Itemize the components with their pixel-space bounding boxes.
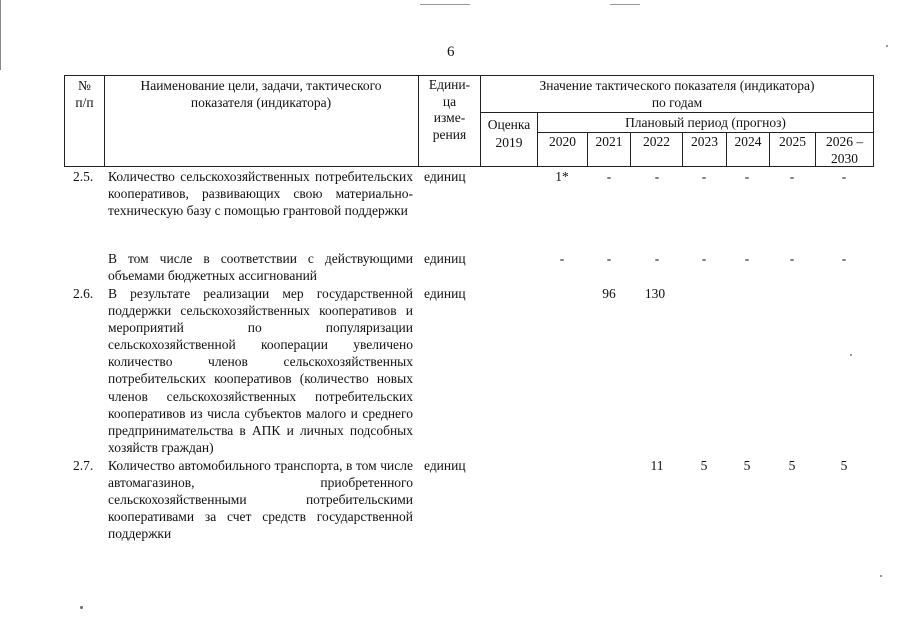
row-name: Количество автомобильного транспорта, в том числе автомагазинов, приобретенного сельскохозяйственными потребительскими кооперативами за счет средств государственной поддержки [108,458,413,542]
header-estimate: Оценка [487,117,531,132]
header-year-2024: 2024 [734,134,762,149]
value-2022: 11 [650,458,664,473]
value-2024: - [744,169,750,184]
scan-artifact-top-line [420,4,470,5]
value-2023: - [701,169,707,184]
header-year-2022: 2022 [643,134,670,149]
value-2025: - [789,251,795,266]
header-year-2021: 2021 [595,134,623,149]
value-2026-2030: - [841,169,847,184]
row-name: В том числе в соответствии с действующими объемами бюджетных ассигнований [108,251,413,284]
header-values-divider [480,112,874,113]
scan-artifact-left-edge [0,0,1,70]
value-2022: 130 [644,286,666,301]
row-unit: единиц [424,169,466,184]
value-2025: - [789,169,795,184]
scan-speck [886,45,888,47]
header-col-values: Значение тактического показателя (индикатора) по годам [539,78,815,110]
value-2021: - [606,251,612,266]
value-2022: - [654,169,660,184]
header-year-2025: 2025 [779,134,806,149]
header-year-2026-2030: 2026 – 2030 [825,134,864,166]
value-2020: 1* [555,169,569,184]
header-plan-period: Плановый период (прогноз) [625,115,786,130]
vline-right [873,75,874,167]
value-2026-2030: - [841,251,847,266]
row-number: 2.5. [73,169,94,184]
page-number: 6 [447,44,455,60]
value-2023: - [701,251,707,266]
row-number: 2.7. [73,458,94,473]
value-2022: - [654,251,660,266]
row-unit: единиц [424,286,466,301]
value-2025: 5 [788,458,796,473]
header-col-num: № п/п [75,78,94,110]
value-2026-2030: 5 [840,458,848,473]
value-2024: 5 [743,458,751,473]
scan-speck [880,575,882,577]
row-number: 2.6. [73,286,94,301]
value-2024: - [744,251,750,266]
value-2020: - [559,251,565,266]
header-top-border [64,75,874,76]
header-col-unit: Едини- ца изме- рения [428,77,471,142]
vline-num [104,75,105,167]
header-estimate-year: 2019 [495,135,523,150]
value-2021: - [606,169,612,184]
header-year-2020: 2020 [549,134,576,149]
row-unit: единиц [424,251,466,266]
scan-speck [850,354,852,356]
row-name: Количество сельскохозяйственных потребительских кооперативов, развивающих свою материально-техническую базу с помощью грантовой поддержки [108,169,413,219]
header-col-name: Наименование цели, задачи, тактического показателя (индикатора) [140,78,382,110]
value-2021: 96 [602,286,616,301]
value-2023: 5 [700,458,708,473]
scan-speck [80,606,83,609]
scan-artifact-top-line-2 [610,4,640,5]
header-year-2023: 2023 [691,134,718,149]
row-name: В результате реализации мер государственной поддержки сельскохозяйственных кооперативов и мероприятий по популяризации сельскохозяйственной кооперации увеличено количество членов сельскохозяйственных потребительских кооперативов (количество новых членов сельскохозяйственных потребительских кооперативов из числа субъектов малого и среднего предпринимательства в АПК и личных подсобных хозяйств граждан) [108,286,413,455]
header-bottom-border [64,166,874,167]
row-unit: единиц [424,458,466,473]
